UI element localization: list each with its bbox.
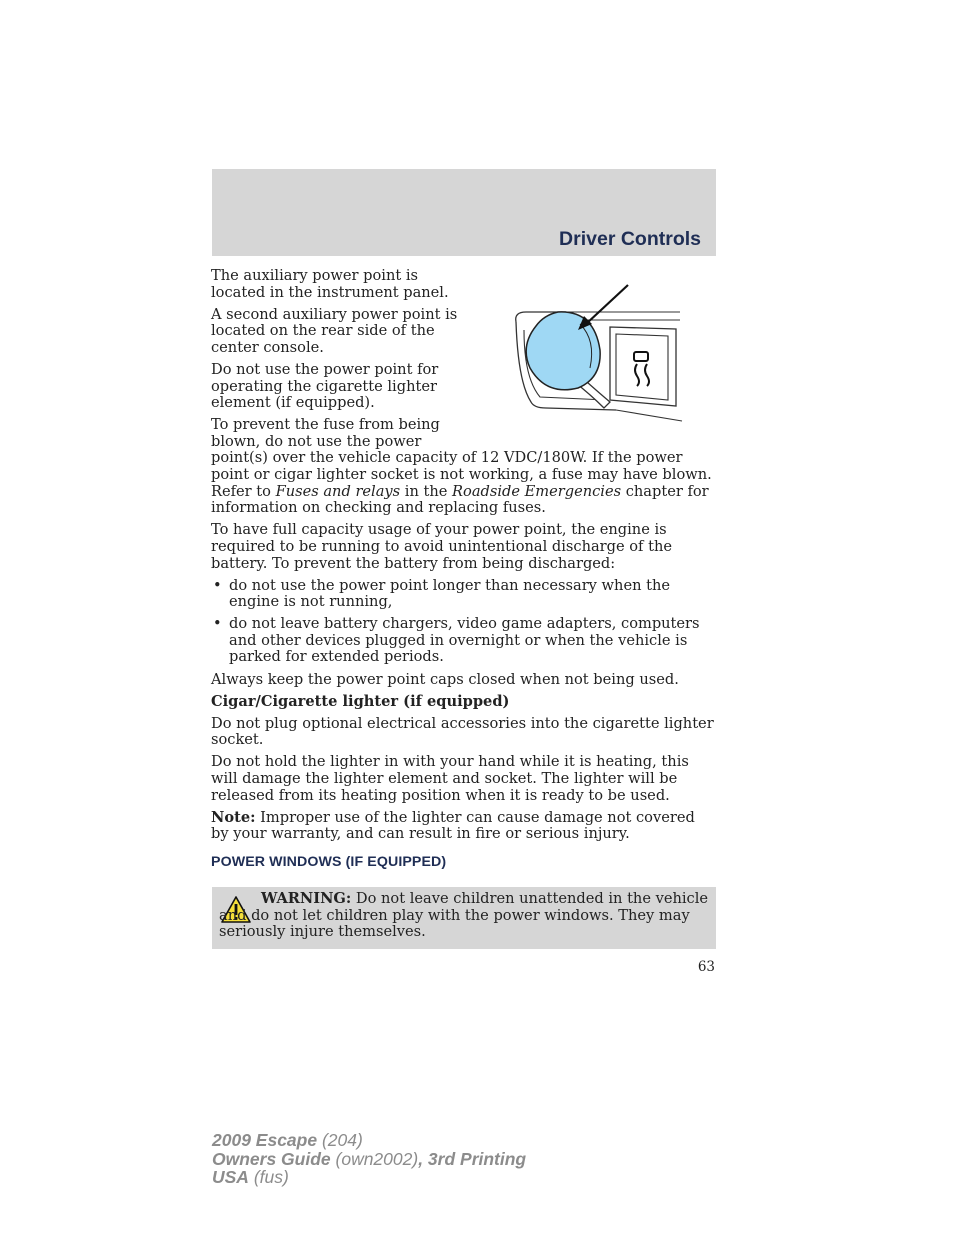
bullet-icon: •: [213, 576, 222, 594]
footer-model-code: (204): [317, 1130, 363, 1150]
lighter-paragraph-1: Do not plug optional electrical accessories into the cigarette lighter socket.: [211, 714, 714, 749]
list-item-text: do not leave battery chargers, video game adapters, computers and other devices plugged in overnight or when the vehicle is parked for extended periods.: [229, 615, 700, 666]
footer-line-1: [212, 1131, 526, 1150]
roadside-emergencies-reference: Roadside Emergencies: [452, 482, 622, 500]
note-text: Improper use of the lighter can cause damage not covered by your warranty, and can result in fire or serious injury.: [211, 808, 695, 843]
fuse-paragraph-text-end: chapter for information on checking and replacing fuses.: [211, 482, 709, 517]
note-label: Note:: [211, 808, 256, 826]
lighter-paragraph-2: Do not hold the lighter in with your hand while it is heating, this will damage the lighter element and socket. The lighter will be released from its heating position when it is ready to be used.: [211, 753, 689, 804]
fuse-paragraph-start: To prevent the fuse from being blown, do not use the power: [211, 416, 440, 450]
list-item: [211, 616, 716, 666]
fuse-paragraph-text: point(s) over the vehicle capacity of 12 VDC/180W. If the power point or cigar lighter socket is not working, a fuse may have blown. Refer to: [211, 449, 712, 500]
footer: [212, 1131, 526, 1187]
footer-market-code: (fus): [248, 1167, 289, 1187]
warning-box: [212, 887, 716, 949]
fuse-paragraph-text-mid: in the: [400, 482, 453, 500]
footer-guide-code: (own2002): [330, 1148, 419, 1169]
list-item-text: do not use the power point longer than necessary when the engine is not running,: [229, 576, 671, 611]
warning-label: WARNING:: [261, 890, 352, 907]
footer-guide: Owners Guide: [212, 1148, 331, 1169]
power-windows-heading: POWER WINDOWS (IF EQUIPPED): [211, 853, 447, 870]
main-content: [211, 268, 716, 880]
intro-paragraph-3: Do not use the power point for operating the cigarette lighter element (if equipped).: [211, 360, 439, 412]
note-paragraph: [211, 810, 716, 843]
footer-line-2: [212, 1150, 526, 1169]
intro-paragraph-1: The auxiliary power point is located in the instrument panel.: [211, 267, 449, 301]
fuses-relays-reference: Fuses and relays: [275, 482, 401, 500]
caps-paragraph: Always keep the power point caps closed when not being used.: [211, 670, 679, 688]
footer-market: USA: [212, 1167, 249, 1187]
footer-model: 2009 Escape: [212, 1130, 318, 1150]
page-title: Driver Controls: [559, 228, 701, 250]
warning-text: [219, 891, 709, 941]
list-item: [211, 578, 716, 611]
lighter-heading: Cigar/Cigarette lighter (if equipped): [211, 692, 510, 710]
page-number: 63: [697, 959, 715, 975]
warning-message: Do not leave children unattended in the vehicle and do not let children play with the power windows. They may seriously injure themselves.: [219, 890, 709, 941]
discharge-bullet-list: [211, 578, 716, 666]
fuse-paragraph: [211, 417, 716, 517]
header-band: [212, 169, 716, 256]
intro-paragraph-2: A second auxiliary power point is located on the rear side of the center console.: [211, 305, 458, 356]
bullet-icon: •: [213, 615, 222, 633]
footer-printing: , 3rd Printing: [418, 1148, 527, 1169]
capacity-paragraph: To have full capacity usage of your power point, the engine is required to be running to avoid unintentional discharge of the battery. To prevent the battery from being discharged:: [211, 521, 672, 572]
footer-line-3: [212, 1168, 526, 1187]
